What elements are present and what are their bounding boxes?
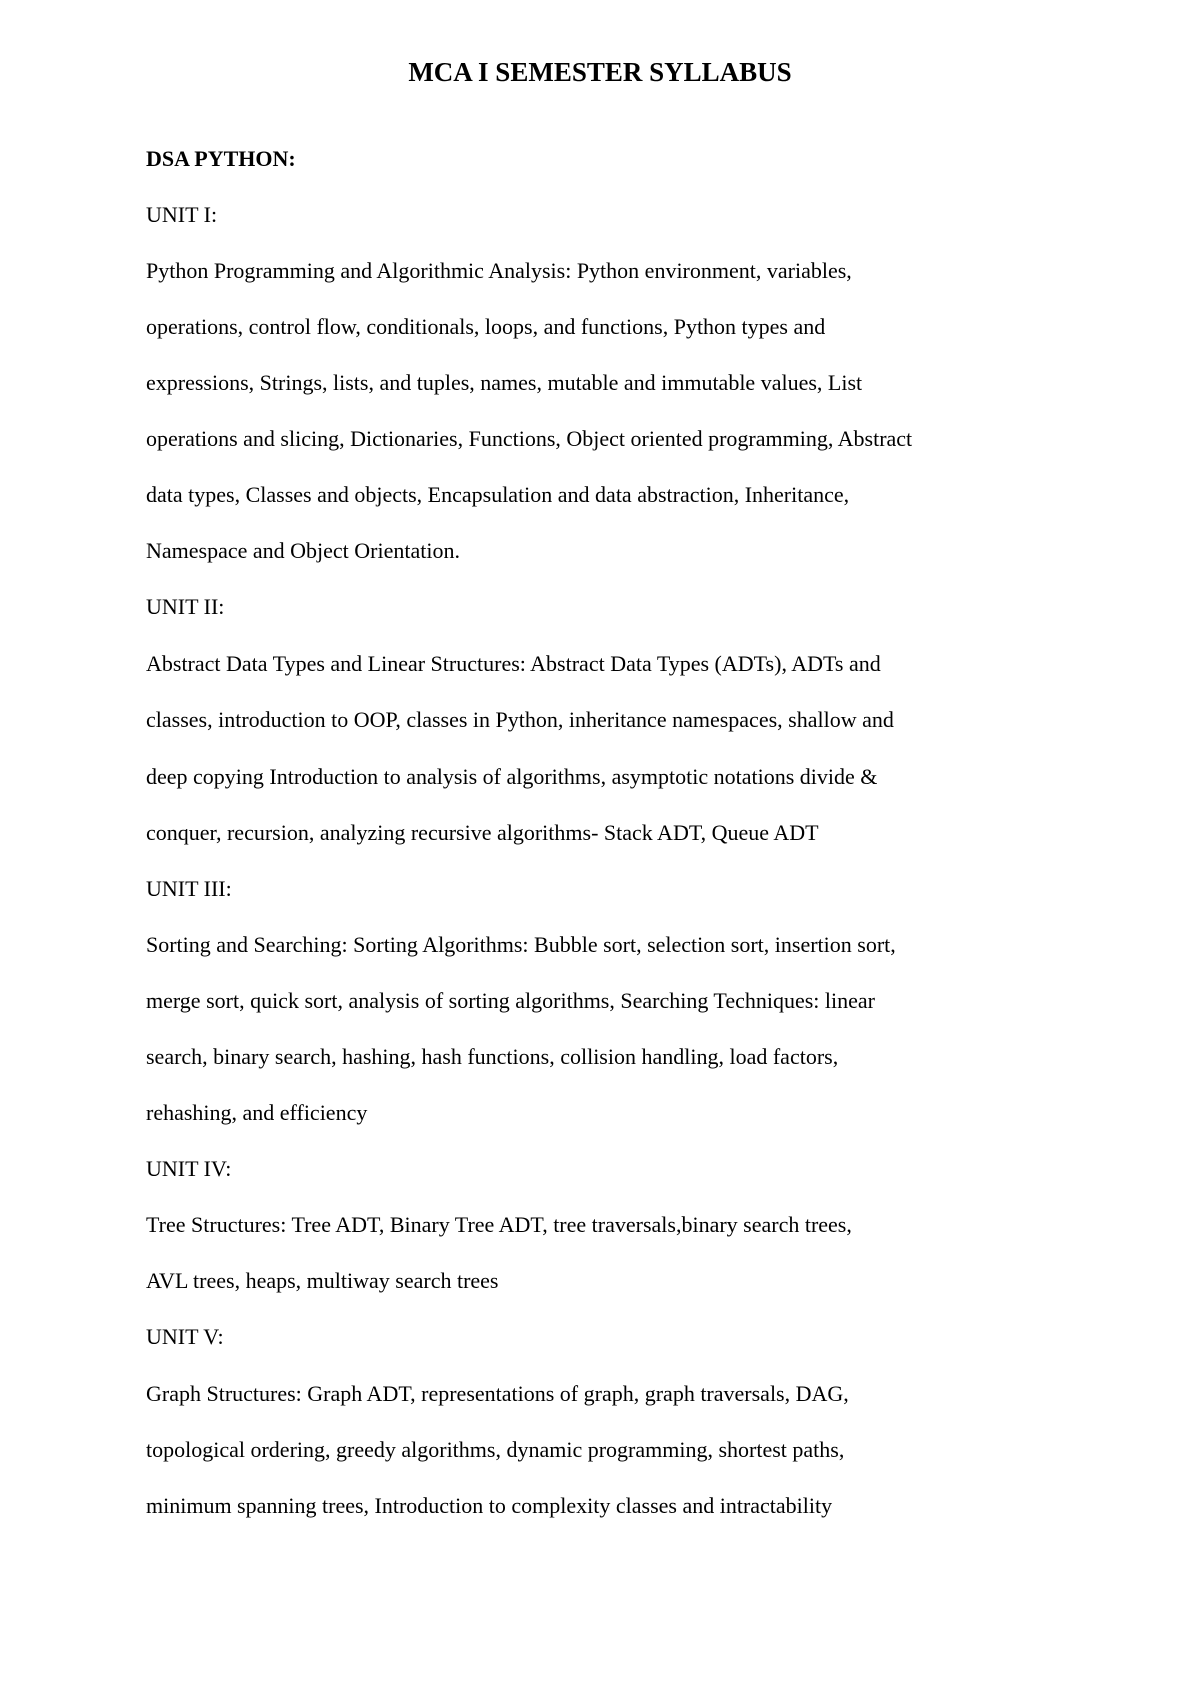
course-title: DSA PYTHON: <box>146 146 296 171</box>
unit-2-text-line: Abstract Data Types and Linear Structures: Abstract Data Types (ADTs), ADTs and <box>146 651 881 676</box>
unit-1-heading: UNIT I: <box>146 202 218 227</box>
unit-1-text-line: Namespace and Object Orientation. <box>146 538 460 563</box>
unit-3-heading: UNIT III: <box>146 876 232 901</box>
document-title: MCA I SEMESTER SYLLABUS <box>408 57 792 87</box>
unit-1-text-line: operations and slicing, Dictionaries, Functions, Object oriented programming, Abstract <box>146 426 913 451</box>
unit-5-text-line: Graph Structures: Graph ADT, representations of graph, graph traversals, DAG, <box>146 1381 849 1406</box>
unit-5-heading: UNIT V: <box>146 1324 224 1349</box>
unit-2-text-line: classes, introduction to OOP, classes in Python, inheritance namespaces, shallow and <box>146 707 894 732</box>
unit-4-heading: UNIT IV: <box>146 1156 232 1181</box>
unit-2-text-line: conquer, recursion, analyzing recursive algorithms- Stack ADT, Queue ADT <box>146 820 819 845</box>
unit-5-text-line: minimum spanning trees, Introduction to complexity classes and intractability <box>146 1493 833 1518</box>
unit-1-text-line: data types, Classes and objects, Encapsulation and data abstraction, Inheritance, <box>146 482 850 507</box>
unit-2-text-line: deep copying Introduction to analysis of algorithms, asymptotic notations divide & <box>146 764 878 789</box>
unit-1-text-line: Python Programming and Algorithmic Analysis: Python environment, variables, <box>146 258 852 283</box>
unit-3-text-line: rehashing, and efficiency <box>146 1100 368 1125</box>
unit-3-text-line: Sorting and Searching: Sorting Algorithms: Bubble sort, selection sort, insertion sort, <box>146 932 896 957</box>
unit-5-text-line: topological ordering, greedy algorithms, dynamic programming, shortest paths, <box>146 1437 845 1462</box>
unit-1-text-line: expressions, Strings, lists, and tuples, names, mutable and immutable values, List <box>146 370 863 395</box>
unit-4-text-line: AVL trees, heaps, multiway search trees <box>146 1268 499 1293</box>
unit-4-text-line: Tree Structures: Tree ADT, Binary Tree ADT, tree traversals,binary search trees, <box>146 1212 852 1237</box>
unit-3-text-line: search, binary search, hashing, hash functions, collision handling, load factors, <box>146 1044 839 1069</box>
unit-1-text-line: operations, control flow, conditionals, loops, and functions, Python types and <box>146 314 826 339</box>
unit-3-text-line: merge sort, quick sort, analysis of sorting algorithms, Searching Techniques: linear <box>146 988 875 1013</box>
unit-2-heading: UNIT II: <box>146 594 225 619</box>
